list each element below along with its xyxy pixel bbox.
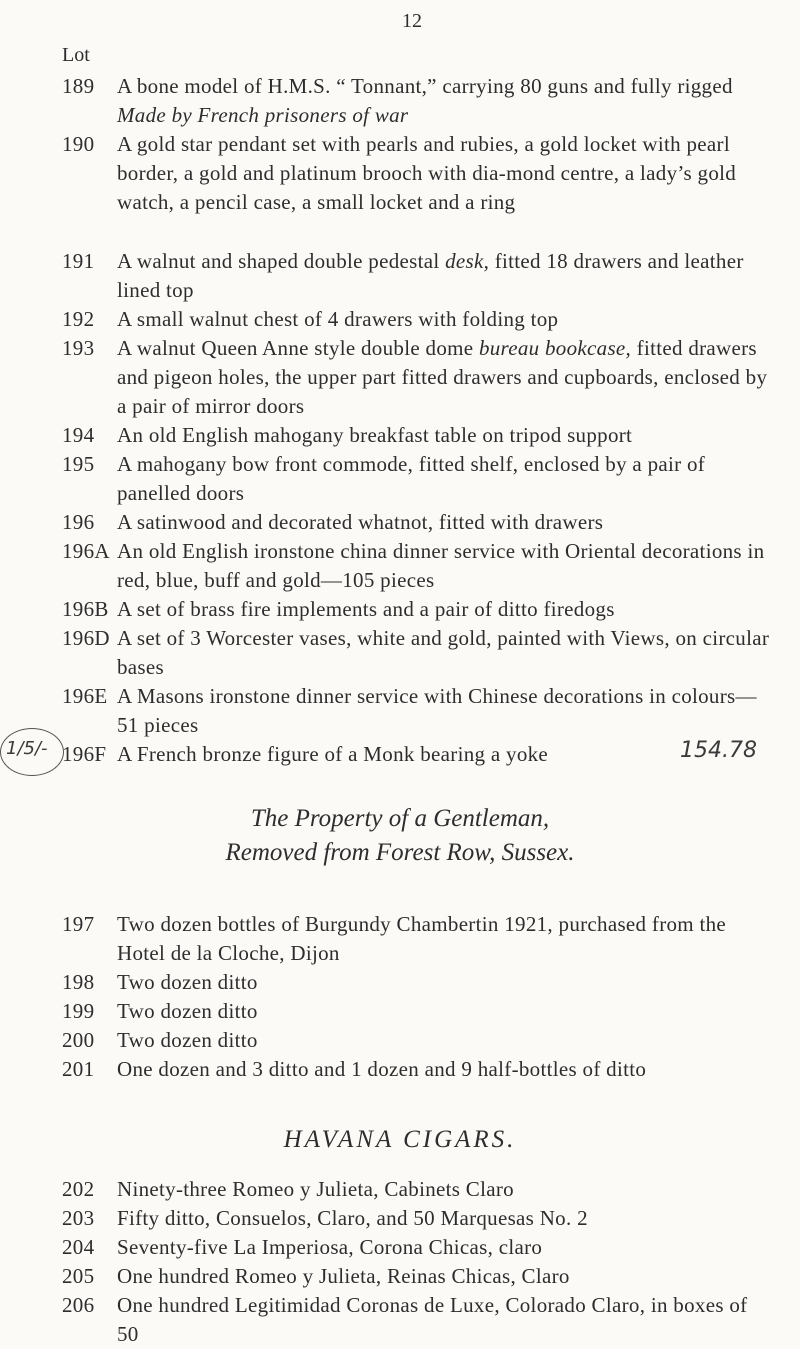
lot-entry: [62, 334, 772, 421]
lot-description: Seventy-five La Imperiosa, Corona Chicas, claro: [117, 1235, 543, 1259]
lot-entry: [62, 305, 772, 334]
lot-entry: [62, 740, 772, 769]
lot-entry: [62, 537, 772, 595]
lot-entry: [62, 624, 772, 682]
lot-number: 204: [62, 1235, 95, 1259]
lot-entry: [62, 247, 772, 305]
lot-header: Lot: [62, 44, 90, 66]
lot-entry: [62, 1055, 772, 1084]
lot-description: A French bronze figure of a Monk bearing a yoke: [117, 742, 549, 766]
lot-entry: [62, 595, 772, 624]
lot-entry: [62, 1204, 772, 1233]
lot-description: A small walnut chest of 4 drawers with folding top: [117, 307, 559, 331]
lot-number: 202: [62, 1177, 95, 1201]
lot-number: 196E: [62, 684, 108, 708]
lot-description: Two dozen bottles of Burgundy Chambertin 1921, purchased from the Hotel de la Cloche, Dijon: [117, 912, 727, 965]
lot-entry: [62, 682, 772, 740]
lot-number: 203: [62, 1206, 95, 1230]
lot-entry: [62, 130, 772, 217]
lot-description: One hundred Romeo y Julieta, Reinas Chicas, Claro: [117, 1264, 570, 1288]
handwritten-price: 154.78: [680, 738, 757, 763]
lot-number: 206: [62, 1293, 95, 1317]
page-number: 12: [402, 10, 422, 32]
lot-description: An old English ironstone china dinner service with Oriental decorations in red, blue, buff and gold—105 pieces: [117, 539, 765, 592]
lot-entry: [62, 450, 772, 508]
lot-description: A satinwood and decorated whatnot, fitted with drawers: [117, 510, 604, 534]
lot-description: One dozen and 3 ditto and 1 dozen and 9 half-bottles of ditto: [117, 1057, 647, 1081]
lot-description: One hundred Legitimidad Coronas de Luxe, Colorado Claro, in boxes of 50: [117, 1293, 748, 1346]
lot-number: 205: [62, 1264, 95, 1288]
lot-description: A set of brass fire implements and a pair of ditto firedogs: [117, 597, 615, 621]
lot-number: 199: [62, 999, 95, 1023]
lot-description: A mahogany bow front commode, fitted shelf, enclosed by a pair of panelled doors: [117, 452, 706, 505]
lot-entry: [62, 968, 772, 997]
lot-number: 192: [62, 307, 95, 331]
lot-description: An old English mahogany breakfast table on tripod support: [117, 423, 633, 447]
lot-entry: [62, 1175, 772, 1204]
lot-description: Ninety-three Romeo y Julieta, Cabinets Claro: [117, 1177, 514, 1201]
lot-number: 201: [62, 1057, 95, 1081]
lot-number: 193: [62, 336, 95, 360]
lot-number: 196F: [62, 742, 107, 766]
lot-description: A walnut Queen Anne style double dome bureau bookcase, fitted drawers and pigeon holes, the upper part fitted drawers and cupboards, enclosed by a pair of mirror doors: [117, 336, 768, 418]
lot-description: A bone model of H.M.S. “ Tonnant,” carrying 80 guns and fully rigged Made by French prisoners of war: [117, 74, 733, 127]
lot-number: 198: [62, 970, 95, 994]
lot-number: 195: [62, 452, 95, 476]
lot-number: 196B: [62, 597, 109, 621]
lot-entry: [62, 910, 772, 968]
lot-number: 200: [62, 1028, 95, 1052]
lot-description: Fifty ditto, Consuelos, Claro, and 50 Marquesas No. 2: [117, 1206, 588, 1230]
lot-entry: [62, 997, 772, 1026]
lot-description: A walnut and shaped double pedestal desk, fitted 18 drawers and leather lined top: [117, 249, 744, 302]
lot-description: A Masons ironstone dinner service with Chinese decorations in colours—51 pieces: [117, 684, 757, 737]
lot-number: 191: [62, 249, 95, 273]
lot-entry: [62, 1026, 772, 1055]
lot-entry: [62, 1262, 772, 1291]
lot-number: 189: [62, 74, 95, 98]
cigars-heading: HAVANA CIGARS.: [283, 1126, 517, 1153]
lot-number: 196D: [62, 626, 110, 650]
lot-description: A set of 3 Worcester vases, white and gold, painted with Views, on circular bases: [117, 626, 770, 679]
section-heading: The Property of a Gentleman,: [250, 805, 550, 832]
lot-description: Two dozen ditto: [117, 999, 258, 1023]
lot-number: 196A: [62, 539, 110, 563]
lot-number: 196: [62, 510, 95, 534]
section-subheading: Removed from Forest Row, Sussex.: [225, 839, 575, 866]
lot-description: A gold star pendant set with pearls and rubies, a gold locket with pearl border, a gold and platinum brooch with dia-mond centre, a lady’s gold watch, a pencil case, a small locket and a ring: [117, 132, 737, 214]
lot-description: Two dozen ditto: [117, 970, 258, 994]
lot-number: 190: [62, 132, 95, 156]
lot-entry: [62, 1291, 772, 1349]
lot-number: 194: [62, 423, 95, 447]
lot-entry: [62, 508, 772, 537]
lot-entry: [62, 72, 772, 130]
lot-number: 197: [62, 912, 95, 936]
lot-entry: [62, 1233, 772, 1262]
lot-entry: [62, 421, 772, 450]
lot-description: Two dozen ditto: [117, 1028, 258, 1052]
handwritten-note: 1/5/-: [6, 738, 48, 759]
